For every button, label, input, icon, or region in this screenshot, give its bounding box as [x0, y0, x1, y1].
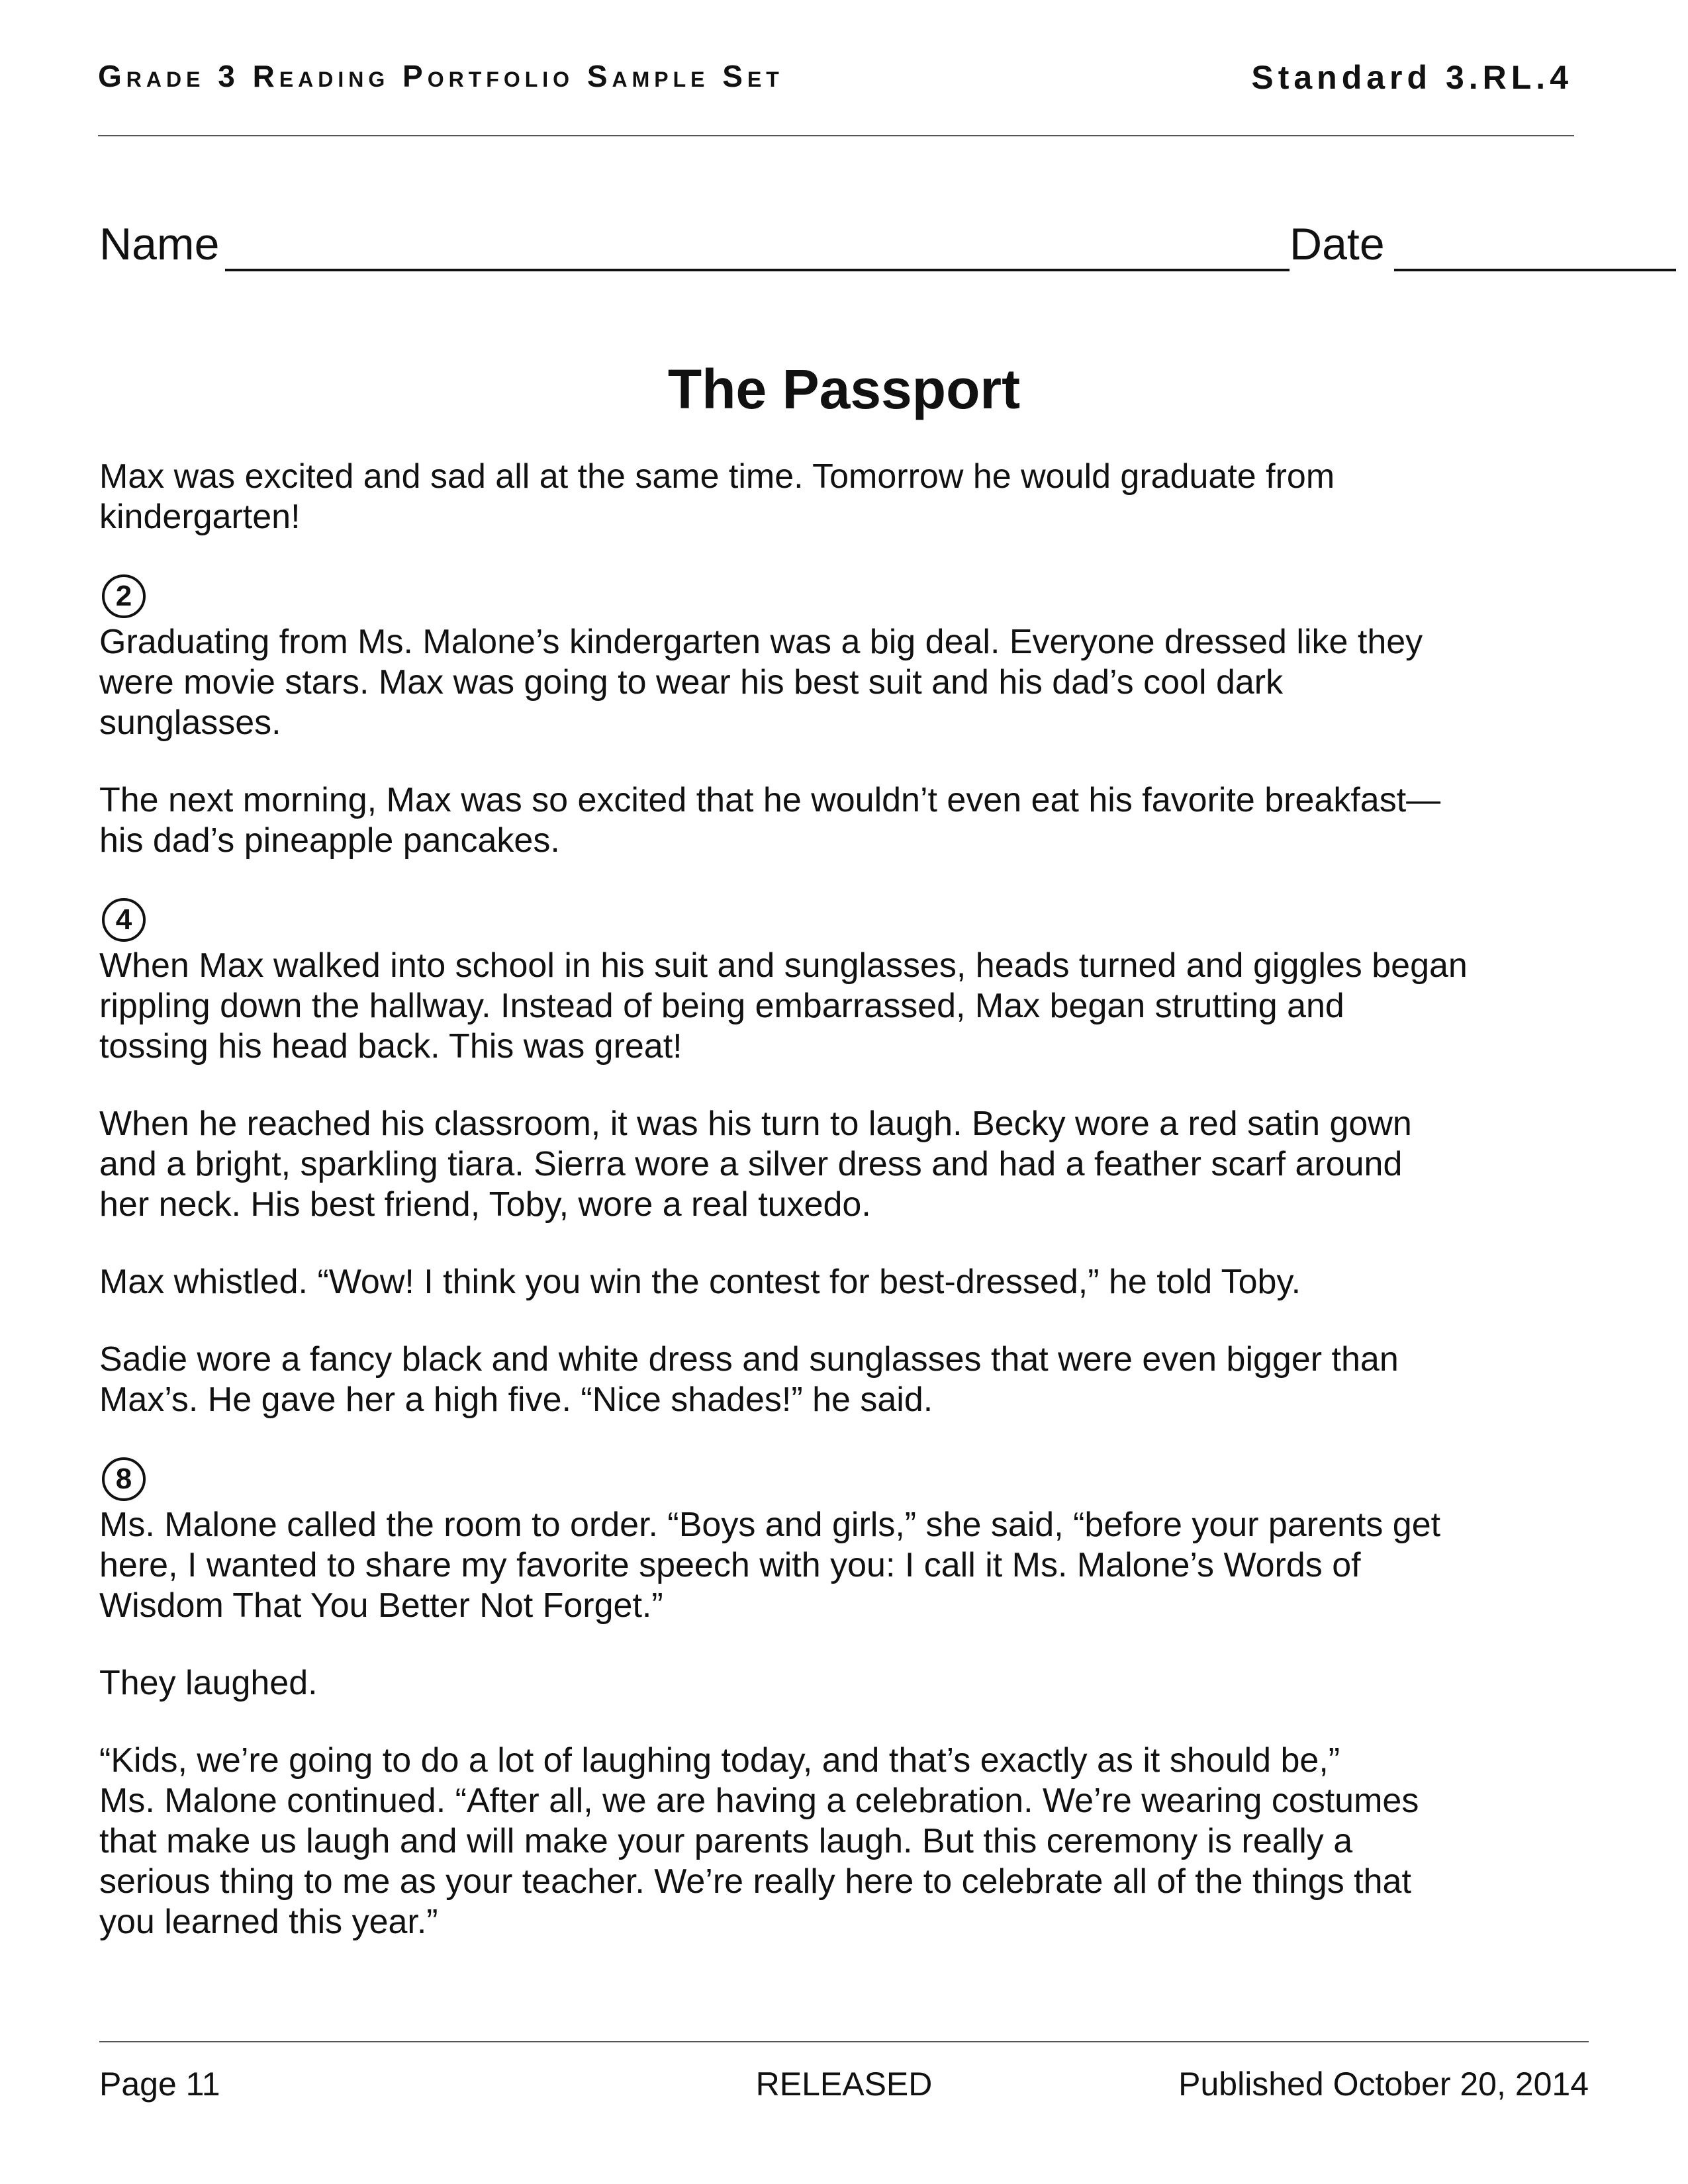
paragraph-number: 8	[102, 1457, 146, 1501]
name-blank-line	[225, 269, 1289, 271]
story-paragraph: When he reached his classroom, it was his turn to laugh. Becky wore a red satin gown and a bright, sparkling tiara. Sierra wore a silver dress and had a feather scarf around her neck. His best friend, Toby, wore a real tuxedo.	[99, 1105, 1412, 1224]
story-paragraph: They laughed.	[99, 1664, 318, 1702]
name-label: Name	[99, 219, 220, 269]
footer-divider	[99, 2041, 1589, 2042]
paragraph-number-marker	[99, 574, 1602, 622]
page-header	[98, 58, 1573, 101]
name-date-row	[99, 218, 1577, 278]
story-paragraph: “Kids, we’re going to do a lot of laughing today, and that’s exactly as it should be,” Ms. Malone continued. “After all, we are having a celebration. We’re wearing costumes that make us laugh and will make your parents laugh. But this ceremony is really a serious thing to me as your teacher. We’re really here to celebrate all of the things that you learned this year.”	[99, 1741, 1419, 1941]
date-blank-line	[1394, 269, 1676, 271]
header-divider	[98, 135, 1574, 136]
story-paragraph: Graduating from Ms. Malone’s kindergarten was a big deal. Everyone dressed like they were movie stars. Max was going to wear his best suit and his dad’s cool dark sunglasses.	[99, 623, 1423, 742]
story-paragraph: Ms. Malone called the room to order. “Boys and girls,” she said, “before your parents get here, I wanted to share my favorite speech with you: I call it Ms. Malone’s Words of Wisdom That You Better Not Forget.”	[99, 1506, 1441, 1625]
story-title: The Passport	[667, 358, 1021, 420]
story-paragraph: Max was excited and sad all at the same time. Tomorrow he would graduate from kindergarten!	[99, 457, 1335, 536]
date-label: Date	[1289, 219, 1385, 269]
paragraph-number: 2	[102, 574, 146, 618]
document-series-title: Grade 3 Reading Portfolio Sample Set	[98, 59, 784, 93]
story-paragraph: The next morning, Max was so excited that he wouldn’t even eat his favorite breakfast— his dad’s pineapple pancakes.	[99, 781, 1441, 860]
publish-date: Published October 20, 2014	[1178, 2066, 1589, 2103]
story-body	[99, 457, 1602, 1979]
page-footer	[99, 2065, 1589, 2111]
paragraph-number-marker	[99, 898, 1602, 946]
page-number: Page 11	[99, 2066, 220, 2103]
paragraph-number-marker	[99, 1457, 1602, 1505]
story-paragraph: Max whistled. “Wow! I think you win the contest for best-dressed,” he told Toby.	[99, 1263, 1301, 1301]
standard-label: Standard 3.RL.4	[1251, 59, 1573, 96]
paragraph-number: 4	[102, 898, 146, 942]
release-status: RELEASED	[755, 2066, 933, 2103]
story-paragraph: Sadie wore a fancy black and white dress and sunglasses that were even bigger than Max’s. He gave her a high five. “Nice shades!” he said.	[99, 1340, 1399, 1419]
story-paragraph: When Max walked into school in his suit and sunglasses, heads turned and giggles began rippling down the hallway. Instead of being embarrassed, Max began strutting and tossing his head back. This was great!	[99, 946, 1468, 1066]
